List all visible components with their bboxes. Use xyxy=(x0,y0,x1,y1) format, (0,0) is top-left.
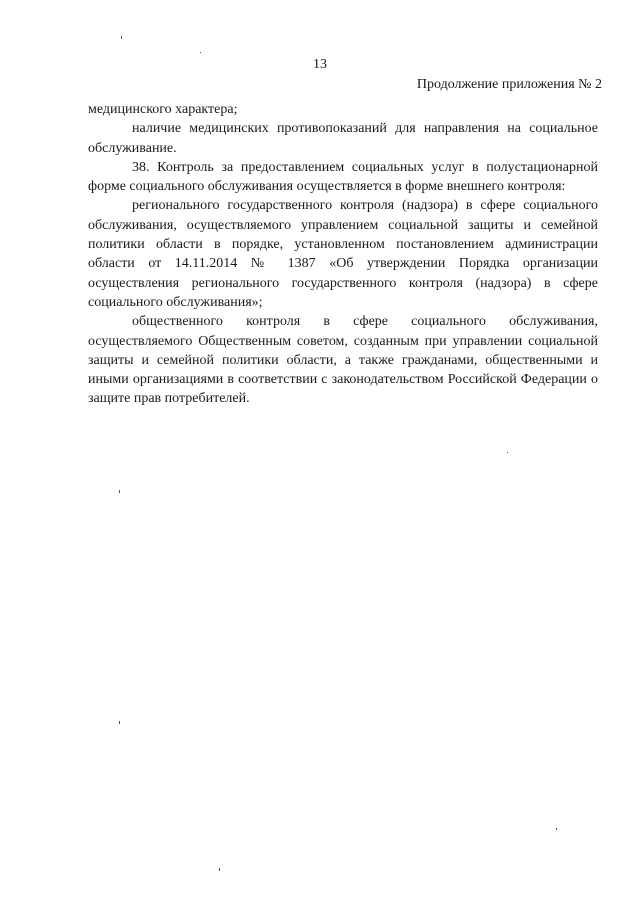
scan-speck xyxy=(119,490,120,493)
scan-speck xyxy=(119,721,120,724)
paragraph-3: 38. Контроль за предоставлением социальных услуг в полустационарной форме социального обслуживания осуществляется в форме внешнего контроля: xyxy=(88,159,598,195)
appendix-continuation-note: Продолжение приложения № 2 xyxy=(416,77,602,92)
scan-speck xyxy=(121,36,122,39)
paragraph-2: наличие медицинских противопоказаний для направления на социальное обслуживание. xyxy=(88,121,598,156)
paragraph-1: медицинского характера; xyxy=(88,102,238,117)
scan-speck xyxy=(200,52,201,53)
paragraph-5: общественного контроля в сфере социального обслуживания, осуществляемого Общественным советом, созданным при управлении социальной защиты и семейной политики области, а также гражданами, общественными и иными организациями в соответствии с законодательством Российской Федерации о защите прав потребителей. xyxy=(88,314,598,407)
paragraph-4: регионального государственного контроля (надзора) в сфере социального обслуживания, осуществляемого управлением социальной защиты и семейной политики области в порядке, установленном постановлением администрации области от 14.11.2014 № 1387 «Об утверждении Порядка организации осуществления регионального государственного контроля (надзора) в сфере социального обслуживания»; xyxy=(88,198,598,310)
scan-speck xyxy=(507,452,508,453)
scan-speck xyxy=(219,868,220,871)
scan-speck xyxy=(556,828,557,830)
page-number: 13 xyxy=(313,57,327,72)
document-body xyxy=(88,100,598,409)
